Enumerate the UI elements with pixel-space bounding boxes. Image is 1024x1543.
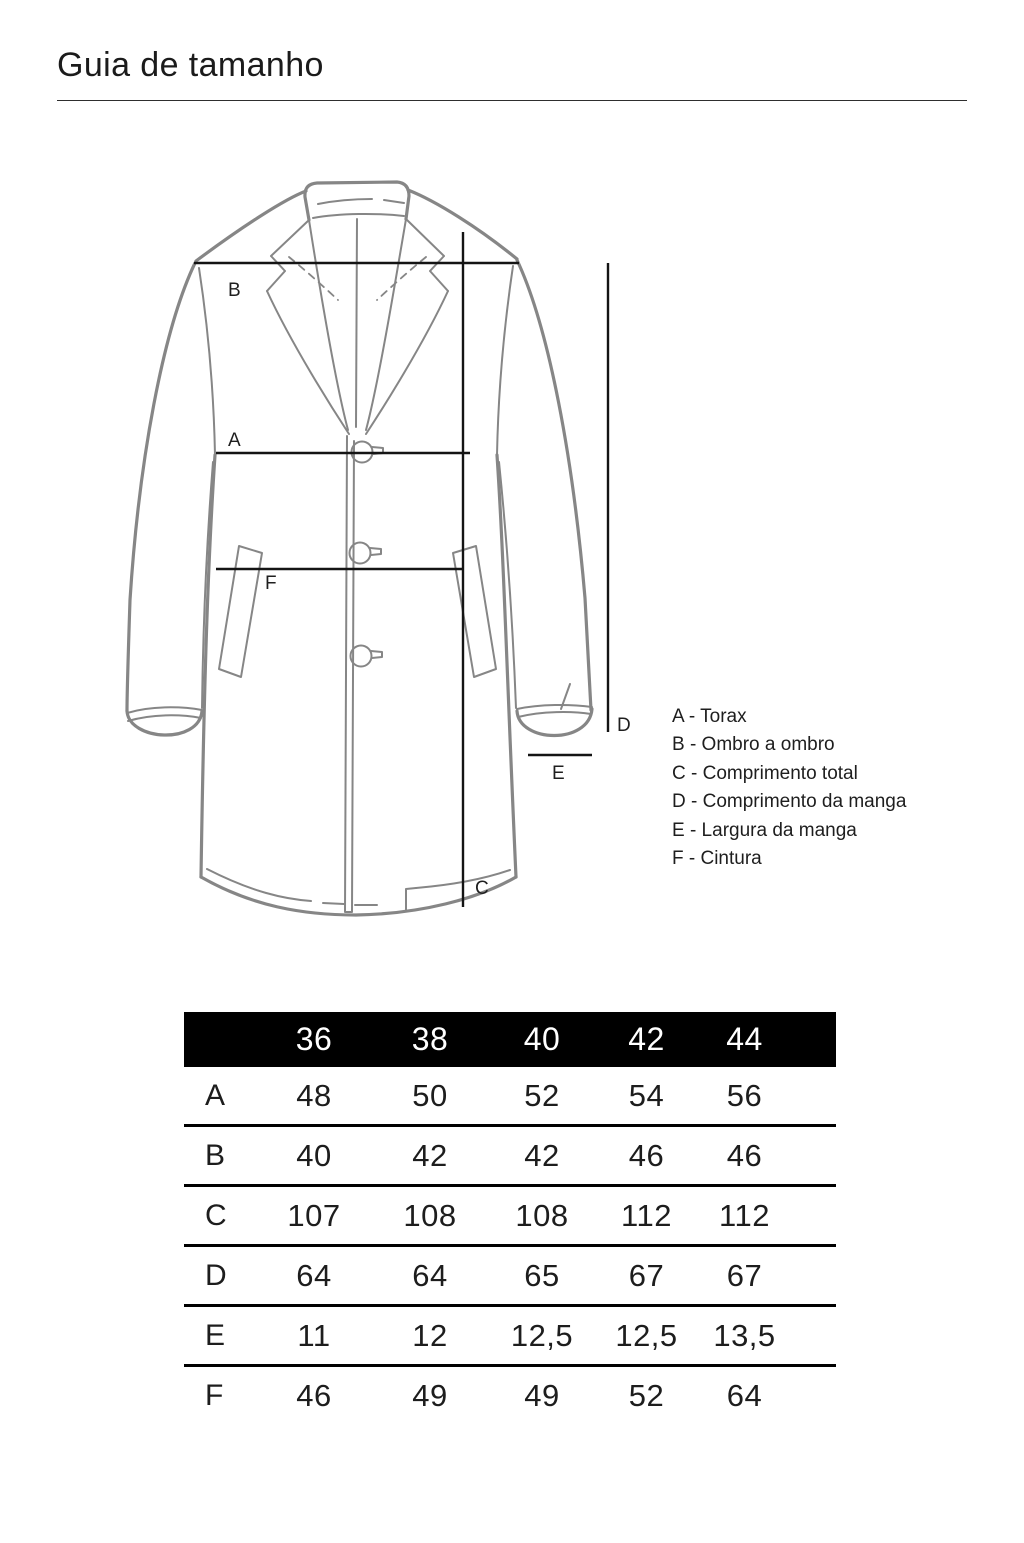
size-cell: 13,5	[697, 1306, 836, 1366]
size-table-row	[184, 1366, 836, 1425]
measure-row-label: A	[184, 1067, 256, 1126]
size-cell: 112	[697, 1186, 836, 1246]
size-table-corner-cell	[184, 1012, 256, 1067]
size-table-row	[184, 1306, 836, 1366]
size-cell: 54	[596, 1067, 697, 1126]
size-cell: 12,5	[596, 1306, 697, 1366]
diagram-label-c: C	[475, 878, 489, 899]
size-cell: 52	[628, 1377, 665, 1413]
size-table-row	[184, 1067, 836, 1126]
diagram-label-b: B	[228, 280, 241, 301]
coat-outline	[127, 182, 592, 915]
size-cell: 42	[488, 1126, 596, 1186]
coat-measurement-diagram	[90, 160, 650, 940]
size-cell: 42	[372, 1126, 488, 1186]
size-table-row	[184, 1126, 836, 1186]
size-cell: 40	[256, 1126, 372, 1186]
size-cell: 67	[596, 1246, 697, 1306]
measure-row-label: F	[205, 1378, 224, 1412]
size-col-header: 44	[726, 1021, 763, 1057]
measurement-lines	[194, 232, 608, 907]
diagram-label-a: A	[228, 430, 241, 451]
legend-item-c: C - Comprimento total	[672, 762, 858, 784]
size-cell: 12,5	[488, 1306, 596, 1366]
diagram-label-f: F	[265, 573, 277, 594]
size-col-header: 36	[295, 1021, 333, 1057]
legend-item-f: F - Cintura	[672, 848, 762, 870]
legend-item-a: A - Torax	[672, 706, 747, 727]
legend-item-e: E - Largura da manga	[672, 819, 857, 841]
measure-row-label: D	[184, 1246, 256, 1306]
measure-row-label: C	[184, 1186, 256, 1246]
size-cell: 52	[488, 1067, 596, 1126]
size-cell: 46	[596, 1126, 697, 1186]
measure-row-label: E	[184, 1306, 256, 1366]
size-col-header: 42	[628, 1021, 665, 1057]
size-col-header: 38	[411, 1021, 449, 1057]
size-cell: 11	[256, 1306, 372, 1366]
size-cell: 50	[372, 1067, 488, 1126]
size-table-row	[184, 1246, 836, 1306]
size-cell: 48	[256, 1067, 372, 1126]
measurement-legend	[672, 703, 906, 873]
size-cell: 64	[726, 1377, 763, 1413]
size-cell: 108	[488, 1186, 596, 1246]
diagram-label-d: D	[617, 715, 631, 736]
size-cell: 46	[697, 1126, 836, 1186]
measurement-labels	[228, 280, 631, 899]
size-cell: 65	[488, 1246, 596, 1306]
size-cell: 46	[296, 1377, 332, 1413]
measure-row-label: B	[184, 1126, 256, 1186]
legend-item-d: D - Comprimento da manga	[672, 791, 907, 813]
size-cell: 12	[372, 1306, 488, 1366]
size-table-row	[184, 1186, 836, 1246]
size-cell: 64	[256, 1246, 372, 1306]
size-cell: 67	[697, 1246, 836, 1306]
diagram-label-e: E	[552, 763, 565, 784]
size-cell: 49	[412, 1377, 448, 1413]
size-cell: 107	[256, 1186, 372, 1246]
legend-item-b: B - Ombro a ombro	[672, 734, 835, 756]
page-title: Guia de tamanho	[57, 46, 324, 84]
size-cell: 64	[372, 1246, 488, 1306]
size-table	[184, 1012, 836, 1424]
size-cell: 108	[372, 1186, 488, 1246]
size-table-header-row	[184, 1012, 836, 1067]
size-cell: 112	[596, 1186, 697, 1246]
size-col-header: 40	[523, 1021, 561, 1057]
size-cell: 56	[697, 1067, 836, 1126]
title-divider	[57, 100, 967, 101]
size-cell: 49	[524, 1377, 560, 1413]
